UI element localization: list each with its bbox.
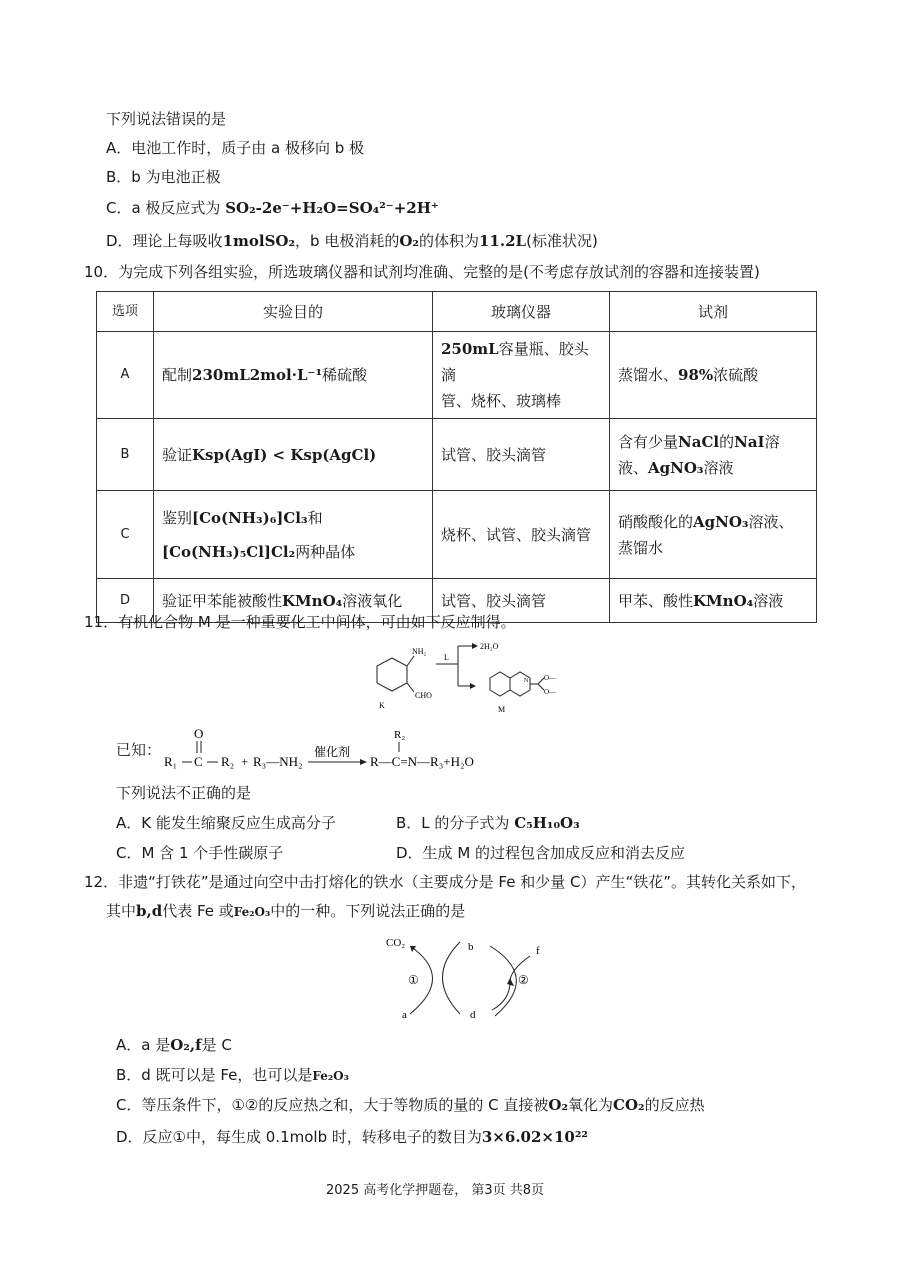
- row-b-reagent-formula-1: NaCl: [678, 432, 720, 451]
- row-c-reagent-text-3: 蒸馏水: [618, 538, 664, 557]
- q12-option-a: [116, 1034, 232, 1056]
- row-a-option: A: [97, 332, 154, 419]
- q9-option-c-equation: SO₂-2e⁻+H₂O=SO₄²⁻+2H⁺: [225, 199, 439, 217]
- row-a-glassware: [433, 332, 610, 419]
- row-a-purpose: [154, 332, 433, 419]
- q11-option-a: A．K 能发生缩聚反应生成高分子: [116, 814, 336, 832]
- q11-option-b: [396, 812, 580, 834]
- row-b-reagent-text-2: 的: [719, 432, 735, 451]
- q9-option-b: B．b 为电池正极: [106, 168, 221, 186]
- row-a-glassware-text: 容量瓶、胶头滴: [441, 340, 589, 384]
- diagram-f: f: [536, 945, 540, 957]
- label-m: M: [498, 705, 506, 714]
- table-row: [97, 332, 817, 419]
- q11-sub-stem: 下列说法不正确的是: [116, 784, 252, 802]
- known-plus: +: [241, 754, 249, 769]
- known-r3nh2: R₃—NH₂: [253, 754, 303, 769]
- q11-stem: 11．有机化合物 M 是一种重要化工中间体，可由如下反应制得。: [84, 613, 516, 631]
- header-glassware: 玻璃仪器: [433, 292, 610, 332]
- q12-option-a-formula: O₂,f: [170, 1036, 202, 1054]
- quinoline-ring-2: [510, 672, 530, 696]
- row-b-reagent-text-4: 液、: [618, 458, 649, 477]
- q12-option-c-text-3: 的反应热: [644, 1096, 705, 1114]
- q11-reaction-scheme: [370, 638, 570, 720]
- arrowhead-right: [507, 978, 514, 986]
- q12-stem-line-2: [106, 900, 465, 923]
- q11-option-b-formula: C₅H₁₀O₃: [514, 814, 580, 832]
- q12-stem-text-2: 代表 Fe 或: [162, 902, 234, 920]
- q12-stem-text: 其中: [106, 902, 137, 920]
- q12-cycle-diagram: [380, 932, 555, 1024]
- diagram-d: d: [470, 1009, 476, 1021]
- known-r1: R₁: [164, 754, 178, 769]
- q12-option-a-text-2: 是 C: [201, 1036, 232, 1054]
- row-c-purpose-formula-1: [Co(NH₃)₆]Cl₃: [192, 508, 308, 527]
- q10-table: [96, 291, 817, 623]
- q12-stem-text-3: 中的一种。下列说法正确的是: [270, 902, 466, 920]
- q9-option-d-formula-1: 1molSO₂: [222, 232, 296, 250]
- known-label: 已知：: [116, 741, 162, 759]
- row-d-reagent-text-2: 溶液: [753, 591, 784, 610]
- row-c-reagent-formula: AgNO₃: [693, 512, 749, 531]
- header-purpose: 实验目的: [154, 292, 433, 332]
- q9-option-c: [106, 197, 439, 219]
- row-c-glassware: 烧杯、试管、胶头滴管: [433, 491, 610, 579]
- diagram-step-1: ①: [408, 973, 419, 987]
- known-reaction: [162, 722, 512, 774]
- q9-option-d-text-4: (标准状况): [526, 232, 598, 250]
- q9-option-c-text: C．a 极反应式为: [106, 199, 226, 217]
- q9-option-d-text: D．理论上每吸收: [106, 232, 223, 250]
- row-c-reagent-text-2: 溶液、: [748, 512, 794, 531]
- bond-cho: [407, 683, 414, 692]
- q9-stem: 下列说法错误的是: [106, 110, 227, 128]
- row-a-reagent-percent: 98%: [678, 366, 714, 384]
- row-a-purpose-formula: 230mL2mol·L⁻¹: [192, 366, 323, 384]
- known-c: C: [194, 754, 203, 769]
- bond-nh2: [407, 656, 414, 666]
- known-o: O: [194, 726, 204, 741]
- arrowhead-co2: [410, 946, 416, 952]
- known-r2-top: R₂: [394, 729, 406, 741]
- row-b-purpose: [154, 419, 433, 491]
- row-c-purpose-formula-2: [Co(NH₃)₅Cl]Cl₂: [162, 542, 296, 561]
- known-catalyst: 催化剂: [314, 745, 351, 759]
- row-b-glassware: 试管、胶头滴管: [433, 419, 610, 491]
- q12-option-c-text: C．等压条件下，①②的反应热之和，大于等物质的量的 C 直接被: [116, 1096, 549, 1114]
- q12-option-d: [116, 1126, 588, 1148]
- q12-option-b: [116, 1064, 349, 1087]
- label-nh2: NH₂: [412, 647, 427, 656]
- label-cho: CHO: [415, 691, 432, 700]
- label-l: L: [444, 653, 449, 662]
- row-c-purpose-text-3: 两种晶体: [295, 542, 356, 561]
- table-header-row: [97, 292, 817, 332]
- q12-option-b-formula: Fe₂O₃: [312, 1069, 349, 1083]
- table-row: [97, 419, 817, 491]
- diagram-b: b: [468, 941, 474, 953]
- q11-option-d: D．生成 M 的过程包含加成反应和消去反应: [396, 844, 686, 862]
- known-arrowhead: [360, 759, 367, 765]
- row-d-reagent-formula: KMnO₄: [693, 591, 754, 610]
- curve-left-1: [443, 942, 461, 1014]
- q12-option-b-text: B．d 既可以是 Fe，也可以是: [116, 1066, 313, 1084]
- arrowhead-m: [470, 683, 476, 689]
- row-a-reagent-text-2: 浓硫酸: [713, 366, 759, 384]
- row-d-reagent-text: 甲苯、酸性: [618, 591, 694, 610]
- q9-option-a: A．电池工作时，质子由 a 极移向 b 极: [106, 139, 365, 157]
- row-b-reagent-text-5: 溶液: [703, 458, 734, 477]
- row-b-reagent-text: 含有少量: [618, 432, 679, 451]
- q12-option-c-formula-2: CO₂: [613, 1096, 645, 1114]
- label-o2: O—: [544, 688, 557, 696]
- q10-stem: 10．为完成下列各组实验，所选玻璃仪器和试剂均准确、完整的是(不考虑存放试剂的容器和连接装置): [84, 263, 760, 281]
- row-a-purpose-text: 配制: [162, 366, 193, 384]
- row-c-reagent: [610, 491, 817, 579]
- row-b-purpose-text: 验证: [162, 445, 193, 464]
- row-b-reagent-formula-3: AgNO₃: [648, 458, 704, 477]
- page-footer: 2025 高考化学押题卷， 第3页 共8页: [326, 1183, 545, 1198]
- q11-option-c: C．M 含 1 个手性碳原子: [116, 844, 284, 862]
- row-c-option: C: [97, 491, 154, 579]
- row-b-reagent-formula-2: NaI: [734, 432, 765, 451]
- row-b-purpose-formula: Ksp(AgI) < Ksp(AgCl): [192, 445, 377, 464]
- q12-option-c: [116, 1094, 705, 1116]
- row-d-purpose-formula: KMnO₄: [282, 591, 343, 610]
- label-o1: O—: [544, 674, 557, 682]
- row-d-glassware: 试管、胶头滴管: [433, 579, 610, 623]
- row-c-reagent-text: 硝酸酸化的: [618, 512, 694, 531]
- header-option: 选项: [97, 292, 154, 332]
- row-b-reagent-text-3: 溶: [764, 432, 780, 451]
- q9-option-d-text-3: 的体积为: [418, 232, 479, 250]
- q12-stem-formula-2: Fe₂O₃: [233, 905, 271, 919]
- q12-stem-line-1: 12．非遗“打铁花”是通过向空中击打熔化的铁水（主要成分是 Fe 和少量 C）产生“铁花”。其转化关系如下，: [84, 873, 806, 891]
- q9-option-d-text-2: ，b 电极消耗的: [295, 232, 400, 250]
- known-product: R—C=N—R₃+H₂O: [370, 754, 474, 769]
- header-reagent: 试剂: [610, 292, 817, 332]
- row-a-glassware-text-2: 管、烧杯、玻璃棒: [441, 392, 562, 410]
- curve-right-2: [490, 946, 516, 1016]
- label-water: 2H₂O: [480, 642, 499, 651]
- row-a-reagent-text: 蒸馏水、: [618, 366, 679, 384]
- q9-option-d-formula-2: O₂: [399, 232, 419, 250]
- arrowhead-water: [472, 643, 478, 649]
- diagram-a: a: [402, 1009, 407, 1021]
- label-n: N: [524, 678, 529, 684]
- row-d-purpose-text: 验证甲苯能被酸性: [162, 591, 283, 610]
- diagram-step-2: ②: [518, 973, 529, 987]
- q12-option-c-text-2: 氧化为: [568, 1096, 614, 1114]
- row-a-glassware-volume: 250mL: [441, 340, 499, 358]
- row-d-reagent: [610, 579, 817, 623]
- q12-stem-formula-1: b,d: [136, 902, 163, 920]
- row-c-purpose: [154, 491, 433, 579]
- q12-option-d-formula: 3×6.02×10²²: [481, 1128, 588, 1146]
- q12-option-d-text: D．反应①中，每生成 0.1molb 时，转移电子的数目为: [116, 1128, 482, 1146]
- row-d-purpose-text-2: 溶液氧化: [342, 591, 403, 610]
- diagram-co2: CO₂: [386, 937, 406, 949]
- quinoline-ring-1: [490, 672, 510, 696]
- row-b-option: B: [97, 419, 154, 491]
- q9-option-d-volume: 11.2L: [479, 232, 527, 250]
- benzene-ring-k: [377, 658, 407, 691]
- row-c-purpose-text: 鉴别: [162, 508, 193, 527]
- row-b-reagent: [610, 419, 817, 491]
- label-k: K: [379, 701, 385, 710]
- row-a-reagent: [610, 332, 817, 419]
- known-r2: R₂: [221, 754, 235, 769]
- q12-option-a-text: A．a 是: [116, 1036, 171, 1054]
- row-d-option: D: [97, 579, 154, 623]
- q11-option-b-text: B．L 的分子式为: [396, 814, 515, 832]
- q12-option-c-formula-1: O₂: [548, 1096, 569, 1114]
- row-a-purpose-text-2: 稀硫酸: [322, 366, 368, 384]
- row-c-purpose-text-2: 和: [307, 508, 323, 527]
- q9-option-d: [106, 230, 598, 252]
- table-row: [97, 491, 817, 579]
